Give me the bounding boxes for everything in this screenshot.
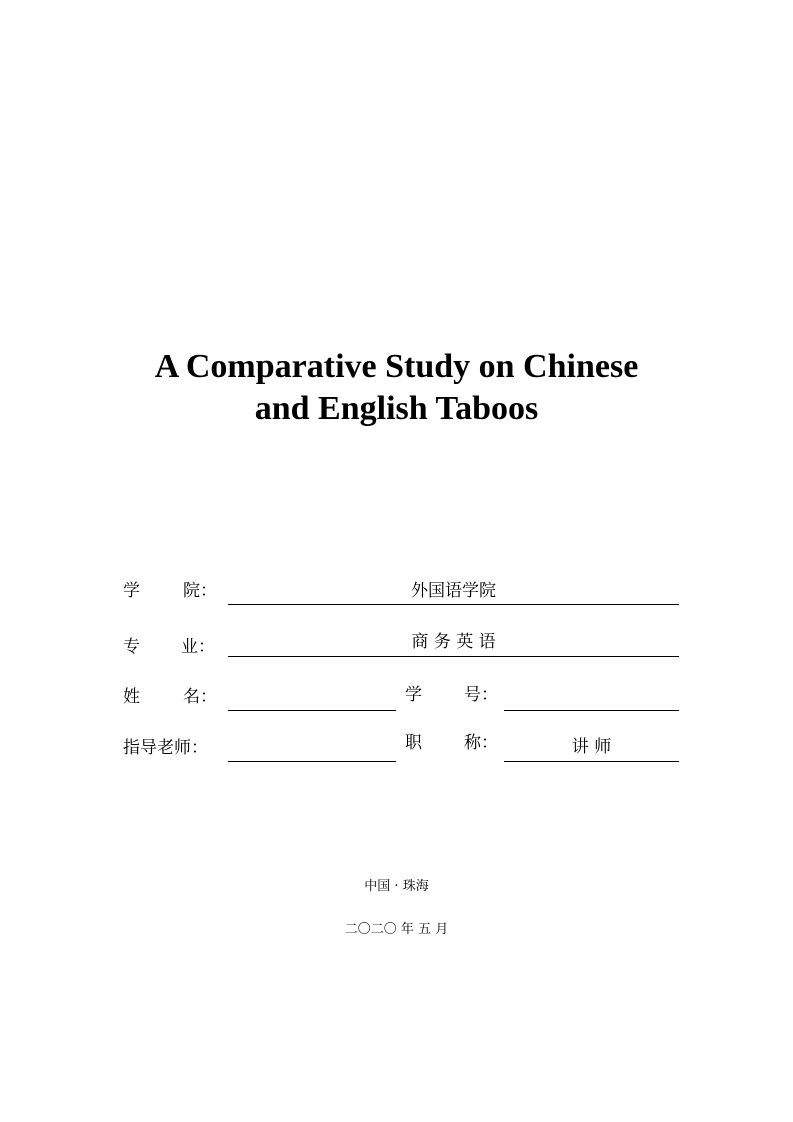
footer-date: 二〇二〇 年 五 月 [344,922,449,937]
name-label-b: 名： [183,687,217,707]
name-label-a: 姓 [123,687,140,707]
advisor-title-label-b: 称： [464,733,498,753]
college-value: 外国语学院 [411,581,496,601]
major-underline [228,656,679,657]
thesis-title [0,346,793,430]
advisor-title-underline [504,761,679,762]
major-label-b: 业： [181,637,215,657]
advisor-underline [228,761,396,762]
student-id-label-b: 号： [464,685,498,705]
advisor-label: 指导老师： [123,738,208,758]
college-label-a: 学 [123,581,140,601]
major-value: 商 务 英 语 [411,632,496,652]
major-label-a: 专 [123,637,140,657]
student-id-underline [504,710,679,711]
college-underline [228,604,679,605]
student-id-label-a: 学 [405,685,422,705]
advisor-title-label-a: 职 [405,733,422,753]
college-label-b: 院： [183,581,217,601]
name-underline [228,710,396,711]
advisor-title-value: 讲 师 [571,737,612,757]
title-line-2: and English Taboos [254,390,539,427]
footer-place: 中国 · 珠海 [364,879,429,894]
title-line-1: A Comparative Study on Chinese [154,348,639,385]
